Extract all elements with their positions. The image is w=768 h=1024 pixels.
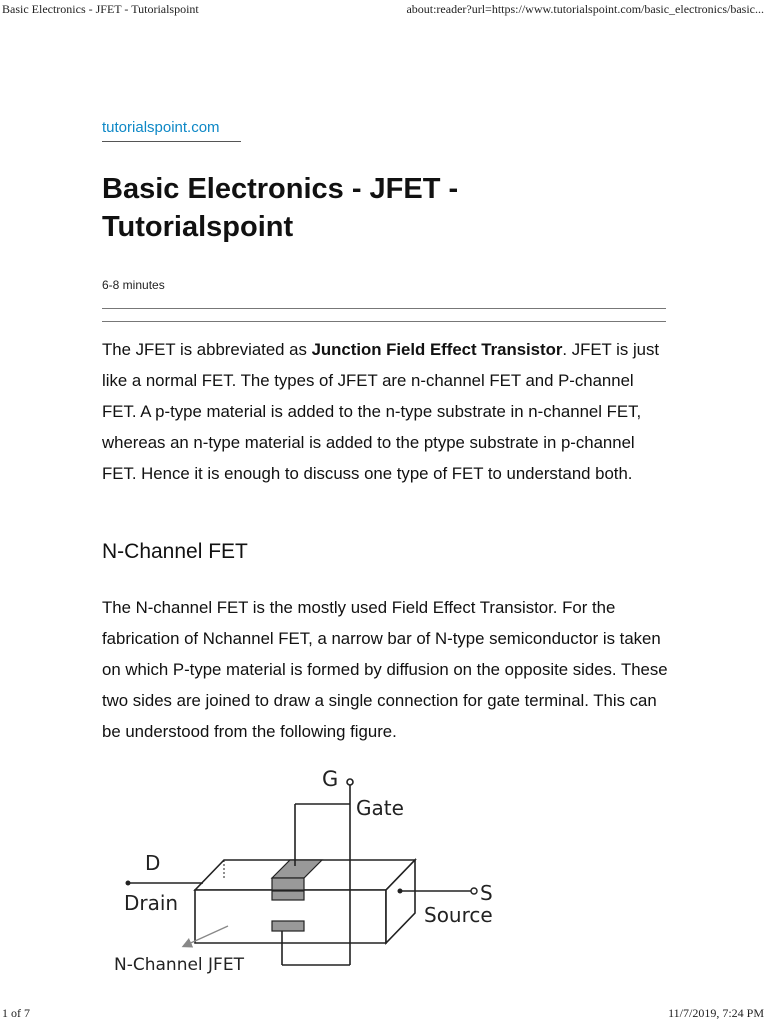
print-header-title: Basic Electronics - JFET - Tutorialspoint: [2, 2, 199, 16]
figure-caption: N-Channel JFET: [114, 955, 244, 975]
source-label: Source: [424, 903, 493, 927]
drain-lead: [126, 881, 204, 886]
intro-text-before: The JFET is abbreviated as: [102, 340, 312, 359]
gate-label: Gate: [356, 796, 404, 820]
page-counter: 1 of 7: [2, 1006, 30, 1020]
intro-text-after: . JFET is just like a normal FET. The types of JFET are n-channel FET and P-channel FET. A p-type material is added to the n-type substrate in n-channel FET, whereas an n-type material is added to the ptype substrate in p-channel FET. Hence it is enough to discuss one type of FET to understand both.: [102, 340, 660, 483]
section-heading: N-Channel FET: [102, 540, 248, 563]
print-footer: [0, 1006, 768, 1022]
print-header-url: about:reader?url=https://www.tutorialspoint.com/basic_electronics/basic...: [406, 2, 764, 16]
section-paragraph: The N-channel FET is the mostly used Field Effect Transistor. For the fabrication of Nchannel FET, a narrow bar of N-type semiconductor is taken on which P-type material is formed by diffusion on the opposite sides. These two sides are joined to draw a single connection for gate terminal. This can be understood from the following figure.: [102, 598, 668, 741]
print-header: [0, 2, 768, 18]
intro-bold-term: Junction Field Effect Transistor: [311, 340, 563, 359]
intro-paragraph: [102, 334, 668, 489]
divider-top: [102, 308, 666, 309]
drain-letter: D: [145, 851, 161, 875]
site-link[interactable]: tutorialspoint.com: [102, 119, 241, 142]
jfet-figure: [100, 760, 520, 980]
print-datetime: 11/7/2019, 7:24 PM: [668, 1006, 764, 1020]
divider-bottom: [102, 321, 666, 322]
page-title: Basic Electronics - JFET - Tutorialspoint: [102, 173, 459, 243]
reading-time: 6-8 minutes: [102, 278, 165, 292]
drain-label: Drain: [124, 891, 179, 915]
gate-letter: G: [322, 767, 339, 791]
source-letter: S: [480, 881, 493, 905]
jfet-diagram: [100, 760, 520, 980]
